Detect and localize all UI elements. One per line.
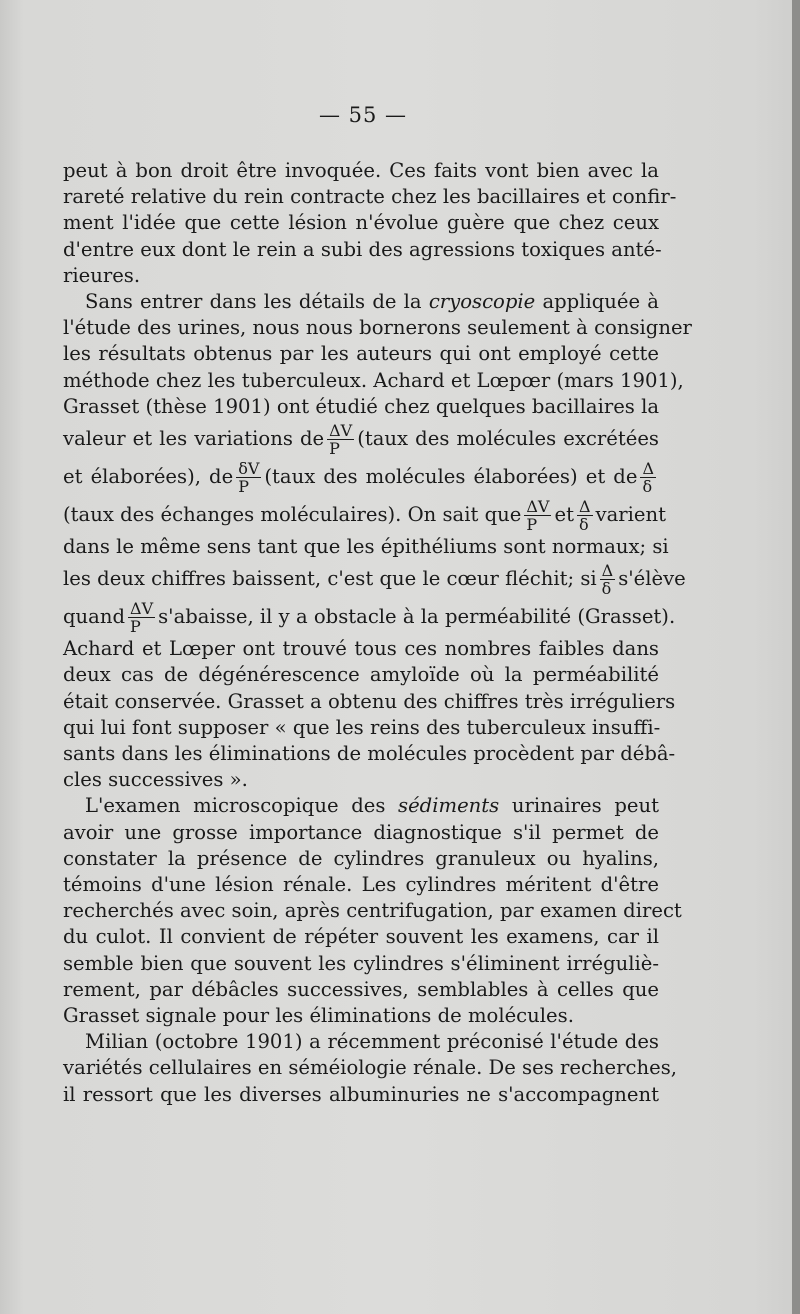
paragraph-1 [63, 158, 677, 289]
fraction-d-d: $\frac{\Delta}{\delta}$ [601, 561, 614, 599]
text-line: variétés cellulaires en séméiologie rénale. De ses recherches, [63, 1056, 677, 1080]
paragraph-2 [63, 289, 692, 793]
text-line: Milian (octobre 1901) a récemment préconisé l'étude des [85, 1030, 659, 1054]
text-line: valeur et les variations de $\frac{\Delta V}{P}$ (taux des molécules excrétées [63, 421, 659, 459]
text-line: l'étude des urines, nous nous bornerons seulement à consigner [63, 316, 692, 340]
text-line: qui lui font supposer « que les reins des tuberculeux insuffi- [63, 715, 661, 739]
page-number: — 55 — [318, 103, 408, 127]
text-line: Sans entrer dans les détails de la cryoscopie appliquée à [85, 290, 659, 314]
text-line: cles successives ». [63, 768, 248, 792]
text-line: quand $\frac{\Delta V}{P}$ s'abaisse, il y a obstacle à la perméabilité (Grasset). [63, 599, 676, 637]
text-line: méthode chez les tuberculeux. Achard et Lœpœr (mars 1901), [63, 368, 684, 392]
cryoscopie-term: cryoscopie [428, 290, 536, 314]
text-line: rement, par débâcles successives, semblables à celles que [63, 977, 659, 1001]
text-line: recherchés avec soin, après centrifugation, par examen direct [63, 899, 682, 923]
text-line: deux cas de dégénérescence amyloïde où la perméabilité [63, 663, 659, 687]
text-line: ment l'idée que cette lésion n'évolue guère que chez ceux [63, 211, 659, 235]
paragraph-3 [63, 793, 682, 1029]
fraction-dv-p: $\frac{\Delta V}{P}$ [526, 497, 550, 535]
text-line: dans le même sens tant que les épithéliums sont normaux; si [63, 535, 669, 559]
text-line: (taux des échanges moléculaires). On sait que $\frac{\Delta V}{P}$ et $\frac{\Delta}{\delta}$ varient [63, 497, 667, 535]
text-line: Grasset signale pour les éliminations de molécules. [63, 1004, 574, 1028]
text-line: rareté relative du rein contracte chez les bacillaires et confir- [63, 185, 677, 209]
text-line: rieures. [63, 263, 141, 287]
fraction-dv-p: $\frac{\Delta V}{P}$ [329, 421, 353, 459]
text-line: Achard et Lœper ont trouvé tous ces nombres faibles dans [63, 637, 659, 661]
fraction-d-d: $\frac{\Delta}{\delta}$ [578, 497, 591, 535]
text-line: et élaborées), de $\frac{\delta V}{P}$ (taux des molécules élaborées) et de $\frac{\Delta}{\delta}$ [63, 459, 655, 497]
page-edge [792, 0, 800, 1314]
fraction-dv-p: $\frac{\Delta V}{P}$ [130, 599, 154, 637]
text-line: semble bien que souvent les cylindres s'éliminent irréguliè- [63, 951, 659, 975]
text-line: peut à bon droit être invoquée. Ces faits vont bien avec la [63, 159, 659, 182]
text-line: était conservée. Grasset a obtenu des chiffres très irréguliers [63, 689, 676, 713]
body-text [63, 158, 692, 1108]
text-line: Grasset (thèse 1901) ont étudié chez quelques bacillaires la [63, 394, 660, 418]
text-line: les deux chiffres baissent, c'est que le cœur fléchit; si $\frac{\Delta}{\delta}$ s'élève [63, 561, 686, 599]
text-line: témoins d'une lésion rénale. Les cylindres méritent d'être [63, 873, 659, 897]
sediments-term: sédiments [398, 794, 500, 818]
text-line: L'examen microscopique des sédiments urinaires peut [85, 794, 659, 818]
fraction-d-d: $\frac{\Delta}{\delta}$ [642, 459, 655, 497]
fraction-deltav-p: $\frac{\delta V}{P}$ [238, 459, 260, 497]
text-line: sants dans les éliminations de molécules procèdent par débâ- [63, 742, 676, 766]
text-line: il ressort que les diverses albuminuries ne s'accompagnent [63, 1082, 659, 1106]
text-line: constater la présence de cylindres granuleux ou hyalins, [63, 846, 659, 870]
text-line: d'entre eux dont le rein a subi des agressions toxiques anté- [63, 237, 662, 261]
text-line: du culot. Il convient de répéter souvent les examens, car il [63, 925, 659, 949]
text-line: les résultats obtenus par les auteurs qui ont employé cette [63, 342, 659, 366]
paragraph-4 [63, 1029, 677, 1108]
text-line: avoir une grosse importance diagnostique s'il permet de [63, 820, 659, 844]
